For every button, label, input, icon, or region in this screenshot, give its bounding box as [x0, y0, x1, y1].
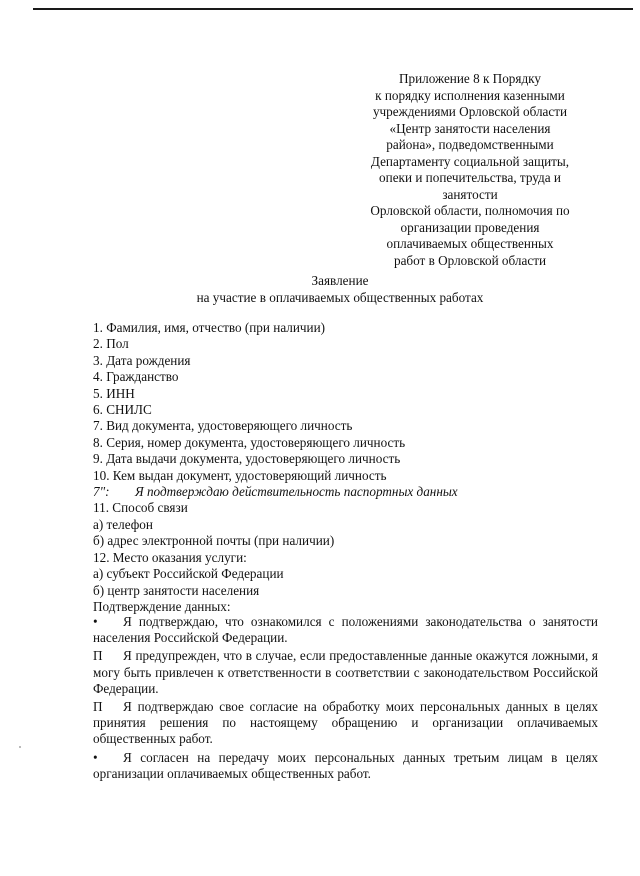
consent-section [93, 614, 598, 784]
checkbox-marker: П [93, 648, 103, 664]
passport-confirmation-number: 7": [93, 484, 110, 500]
consent-text: Я подтверждаю, что ознакомился с положениями законодательства о занятости населения Российской Федерации. [93, 614, 598, 646]
field-document-issuer: 10. Кем выдан документ, удостоверяющий личность [93, 467, 387, 483]
header-line: опеки и попечительства, труда и [379, 170, 561, 185]
title-subtitle: на участие в оплачиваемых общественных работах [196, 290, 484, 305]
document-title [90, 272, 590, 306]
bullet-marker: • [93, 614, 98, 629]
appendix-header [330, 71, 610, 269]
scan-speck [19, 746, 21, 748]
field-full-name: 1. Фамилия, имя, отчество (при наличии) [93, 320, 326, 335]
header-line: оплачиваемых общественных [386, 236, 554, 251]
field-sex: 2. Пол [93, 336, 129, 352]
consent-paragraph [93, 648, 598, 697]
data-confirmation-heading: Подтверждение данных: [93, 598, 231, 614]
consent-paragraph [93, 750, 598, 782]
top-border-line [33, 8, 633, 10]
field-phone: а) телефон [93, 516, 153, 532]
form-fields [93, 320, 603, 615]
consent-paragraph [93, 614, 598, 646]
title-main: Заявление [311, 273, 369, 288]
consent-text: Я согласен на передачу моих персональных данных третьим лицам в целях организации оплачиваемых общественных работ. [93, 749, 598, 781]
field-document-issue-date: 9. Дата выдачи документа, удостоверяющего личность [93, 451, 401, 467]
consent-paragraph [93, 699, 598, 748]
consent-text: Я предупрежден, что в случае, если предоставленные данные окажутся ложными, я могу быть привлечен к ответственности в соответствии с законодательством Российской Федерации. [93, 648, 598, 696]
field-email: б) адрес электронной почты (при наличии) [93, 533, 335, 549]
header-line: района», подведомственными [386, 137, 554, 152]
header-line: «Центр занятости населения [389, 120, 551, 136]
header-line: Департаменту социальной защиты, [370, 153, 570, 169]
header-line: к порядку исполнения казенными [375, 87, 565, 103]
header-line: Орловской области, полномочия по [370, 203, 570, 218]
consent-text: Я подтверждаю свое согласие на обработку моих персональных данных в целях принятия решения по настоящему обращению и организации оплачиваемых общественных работ. [93, 699, 598, 747]
checkbox-marker: П [93, 699, 103, 715]
field-contact-method: 11. Способ связи [93, 500, 188, 516]
header-line: учреждениями Орловской области [372, 104, 568, 119]
header-line: Приложение 8 к Порядку [399, 71, 541, 86]
header-line: организации проведения [400, 219, 540, 235]
field-snils: 6. СНИЛС [93, 402, 152, 418]
field-service-location: 12. Место оказания услуги: [93, 549, 247, 565]
passport-confirmation-text: Я подтверждаю действительность паспортных данных [135, 484, 458, 500]
header-line: занятости [442, 186, 498, 202]
field-inn: 5. ИНН [93, 385, 135, 401]
field-document-number: 8. Серия, номер документа, удостоверяющего личность [93, 434, 406, 450]
field-document-type: 7. Вид документа, удостоверяющего личность [93, 418, 353, 434]
bullet-marker: • [93, 749, 98, 765]
passport-confirmation-row [93, 484, 603, 500]
header-line: работ в Орловской области [393, 252, 547, 268]
field-birth-date: 3. Дата рождения [93, 352, 191, 368]
field-employment-center: б) центр занятости населения [93, 582, 260, 598]
field-citizenship: 4. Гражданство [93, 369, 179, 385]
field-federal-subject: а) субъект Российской Федерации [93, 566, 284, 582]
